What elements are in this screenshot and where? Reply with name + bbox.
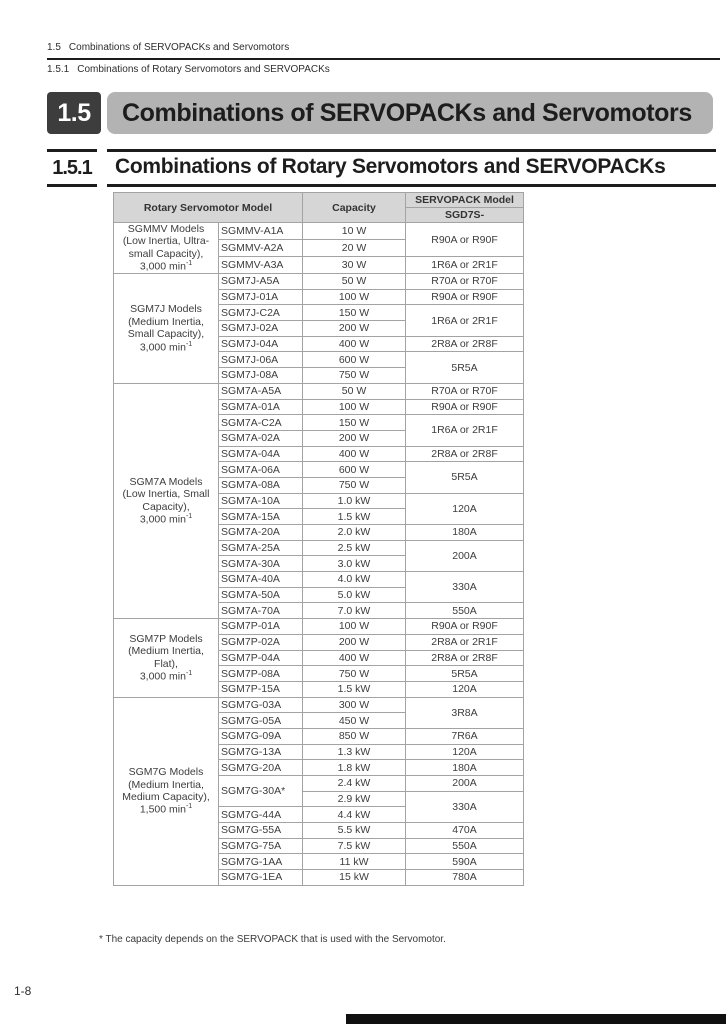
capacity-cell: 1.5 kW <box>303 681 406 697</box>
servopack-cell: 330A <box>406 791 524 822</box>
capacity-cell: 50 W <box>303 383 406 399</box>
model-cell: SGM7A-25A <box>219 540 303 556</box>
servopack-cell: 200A <box>406 776 524 792</box>
capacity-cell: 50 W <box>303 274 406 290</box>
capacity-cell: 4.0 kW <box>303 572 406 588</box>
capacity-cell: 3.0 kW <box>303 556 406 572</box>
servopack-cell: 3R8A <box>406 697 524 728</box>
header-cell-servopack-sub: SGD7S- <box>406 208 524 223</box>
capacity-cell: 1.5 kW <box>303 509 406 525</box>
capacity-cell: 150 W <box>303 305 406 321</box>
table-row <box>114 383 524 399</box>
model-cell: SGM7J-C2A <box>219 305 303 321</box>
servopack-cell: R90A or R90F <box>406 399 524 415</box>
model-cell: SGM7A-40A <box>219 572 303 588</box>
table-row <box>114 619 524 635</box>
servopack-cell: 1R6A or 2R1F <box>406 305 524 336</box>
servopack-cell: 780A <box>406 870 524 886</box>
capacity-cell: 600 W <box>303 462 406 478</box>
table-row <box>114 274 524 290</box>
model-cell: SGM7G-30A* <box>219 776 303 807</box>
section-title-banner: Combinations of SERVOPACKs and Servomotors <box>107 92 713 134</box>
header-cell-capacity: Capacity <box>303 193 406 223</box>
model-cell: SGM7G-1EA <box>219 870 303 886</box>
model-cell: SGM7A-10A <box>219 493 303 509</box>
model-cell: SGM7G-13A <box>219 744 303 760</box>
servopack-cell: 470A <box>406 823 524 839</box>
running-header-line1-title: Combinations of SERVOPACKs and Servomotors <box>68 42 290 53</box>
servomotor-group-cell: SGM7J Models (Medium Inertia, Small Capacity), 3,000 $\min^{-1}$ <box>114 274 219 384</box>
capacity-cell: 20 W <box>303 240 406 257</box>
running-header-line2-number: 1.5.1 <box>47 64 70 75</box>
running-header-line2-title: Combinations of Rotary Servomotors and SERVOPACKs <box>77 64 330 75</box>
footnote: * The capacity depends on the SERVOPACK that is used with the Servomotor. <box>99 934 446 945</box>
model-cell: SGM7A-01A <box>219 399 303 415</box>
model-cell: SGM7G-1AA <box>219 854 303 870</box>
servopack-cell: 120A <box>406 493 524 524</box>
servopack-cell: R90A or R90F <box>406 619 524 635</box>
model-cell: SGM7G-55A <box>219 823 303 839</box>
table-header <box>114 193 524 223</box>
servopack-cell: 180A <box>406 525 524 541</box>
subsection-number-rule-bottom <box>47 184 97 187</box>
superscript: -1 <box>185 513 193 521</box>
model-cell: SGM7A-50A <box>219 587 303 603</box>
servopack-cell: 2R8A or 2R8F <box>406 650 524 666</box>
capacity-cell: 200 W <box>303 430 406 446</box>
capacity-cell: 2.9 kW <box>303 791 406 807</box>
servopack-cell: 2R8A or 2R8F <box>406 336 524 352</box>
capacity-cell: 100 W <box>303 619 406 635</box>
capacity-cell: 15 kW <box>303 870 406 886</box>
model-cell: SGM7A-70A <box>219 603 303 619</box>
servopack-cell: 590A <box>406 854 524 870</box>
servopack-cell: R70A or R70F <box>406 274 524 290</box>
capacity-cell: 450 W <box>303 713 406 729</box>
combinations-table <box>113 192 524 886</box>
servopack-cell: R90A or R90F <box>406 223 524 257</box>
capacity-cell: 30 W <box>303 257 406 274</box>
model-cell: SGM7A-30A <box>219 556 303 572</box>
servopack-cell: R90A or R90F <box>406 289 524 305</box>
model-cell: SGM7P-01A <box>219 619 303 635</box>
model-cell: SGM7A-15A <box>219 509 303 525</box>
header-cell-motor-model: Rotary Servomotor Model <box>114 193 303 223</box>
superscript: -1 <box>185 260 193 268</box>
model-cell: SGM7J-06A <box>219 352 303 368</box>
capacity-cell: 1.3 kW <box>303 744 406 760</box>
capacity-cell: 4.4 kW <box>303 807 406 823</box>
capacity-cell: 300 W <box>303 697 406 713</box>
model-cell: SGM7G-20A <box>219 760 303 776</box>
capacity-cell: 150 W <box>303 415 406 431</box>
model-cell: SGM7A-06A <box>219 462 303 478</box>
model-cell: SGM7A-02A <box>219 430 303 446</box>
model-cell: SGM7G-09A <box>219 728 303 744</box>
servopack-cell: R70A or R70F <box>406 383 524 399</box>
model-cell: SGM7A-C2A <box>219 415 303 431</box>
capacity-cell: 7.0 kW <box>303 603 406 619</box>
section-number-badge: 1.5 <box>47 92 101 134</box>
servopack-cell: 5R5A <box>406 462 524 493</box>
subsection-title: Combinations of Rotary Servomotors and SERVOPACKs <box>115 155 666 178</box>
capacity-cell: 1.8 kW <box>303 760 406 776</box>
servopack-cell: 550A <box>406 838 524 854</box>
capacity-cell: 200 W <box>303 321 406 337</box>
table-row <box>114 697 524 713</box>
servopack-cell: 1R6A or 2R1F <box>406 257 524 274</box>
superscript: -1 <box>185 669 193 677</box>
model-cell: SGM7A-08A <box>219 477 303 493</box>
capacity-cell: 5.0 kW <box>303 587 406 603</box>
model-cell: SGM7J-02A <box>219 321 303 337</box>
capacity-cell: 400 W <box>303 336 406 352</box>
subsection-title-rule-top <box>107 149 716 152</box>
capacity-cell: 7.5 kW <box>303 838 406 854</box>
capacity-cell: 600 W <box>303 352 406 368</box>
capacity-cell: 100 W <box>303 289 406 305</box>
running-header-rule <box>47 58 720 60</box>
model-cell: SGMMV-A3A <box>219 257 303 274</box>
model-cell: SGM7P-04A <box>219 650 303 666</box>
subsection-number: 1.5.1 <box>52 156 92 179</box>
header-cell-servopack: SERVOPACK Model <box>406 193 524 208</box>
capacity-cell: 100 W <box>303 399 406 415</box>
capacity-cell: 5.5 kW <box>303 823 406 839</box>
capacity-cell: 2.4 kW <box>303 776 406 792</box>
servopack-cell: 120A <box>406 681 524 697</box>
servopack-cell: 120A <box>406 744 524 760</box>
model-cell: SGM7A-A5A <box>219 383 303 399</box>
capacity-cell: 400 W <box>303 446 406 462</box>
servopack-cell: 5R5A <box>406 352 524 383</box>
model-cell: SGM7G-05A <box>219 713 303 729</box>
servopack-cell: 180A <box>406 760 524 776</box>
capacity-cell: 1.0 kW <box>303 493 406 509</box>
servomotor-group-cell: SGM7A Models (Low Inertia, Small Capacity), 3,000 $\min^{-1}$ <box>114 383 219 618</box>
model-cell: SGMMV-A2A <box>219 240 303 257</box>
model-cell: SGM7P-15A <box>219 681 303 697</box>
servopack-cell: 7R6A <box>406 728 524 744</box>
superscript: -1 <box>185 803 193 811</box>
capacity-cell: 750 W <box>303 477 406 493</box>
model-cell: SGM7P-08A <box>219 666 303 682</box>
servomotor-group-cell: SGM7G Models (Medium Inertia, Medium Capacity), 1,500 $\min^{-1}$ <box>114 697 219 885</box>
capacity-cell: 2.5 kW <box>303 540 406 556</box>
model-cell: SGM7J-08A <box>219 368 303 384</box>
servopack-cell: 2R8A or 2R1F <box>406 634 524 650</box>
servopack-cell: 5R5A <box>406 666 524 682</box>
servomotor-group-cell: SGMMV Models (Low Inertia, Ultra- small Capacity), 3,000 $\min^{-1}$ <box>114 223 219 274</box>
model-cell: SGM7J-A5A <box>219 274 303 290</box>
model-cell: SGM7G-44A <box>219 807 303 823</box>
running-header-line1 <box>47 42 289 53</box>
superscript: -1 <box>185 340 193 348</box>
table-row <box>114 223 524 240</box>
capacity-cell: 200 W <box>303 634 406 650</box>
servopack-cell: 1R6A or 2R1F <box>406 415 524 446</box>
model-cell: SGM7A-20A <box>219 525 303 541</box>
servopack-cell: 2R8A or 2R8F <box>406 446 524 462</box>
running-header-line1-number: 1.5 <box>47 42 61 53</box>
page-number: 1-8 <box>14 984 32 998</box>
capacity-cell: 2.0 kW <box>303 525 406 541</box>
capacity-cell: 10 W <box>303 223 406 240</box>
capacity-cell: 11 kW <box>303 854 406 870</box>
servopack-cell: 550A <box>406 603 524 619</box>
model-cell: SGM7J-04A <box>219 336 303 352</box>
servopack-cell: 330A <box>406 572 524 603</box>
model-cell: SGM7G-75A <box>219 838 303 854</box>
servomotor-group-cell: SGM7P Models (Medium Inertia, Flat), 3,000 $\min^{-1}$ <box>114 619 219 697</box>
subsection-title-rule-bottom <box>107 184 716 187</box>
model-cell: SGM7G-03A <box>219 697 303 713</box>
model-cell: SGMMV-A1A <box>219 223 303 240</box>
capacity-cell: 750 W <box>303 368 406 384</box>
capacity-cell: 850 W <box>303 728 406 744</box>
servopack-cell: 200A <box>406 540 524 571</box>
footer-tab-bar <box>346 1014 726 1024</box>
model-cell: SGM7P-02A <box>219 634 303 650</box>
capacity-cell: 400 W <box>303 650 406 666</box>
capacity-cell: 750 W <box>303 666 406 682</box>
model-cell: SGM7J-01A <box>219 289 303 305</box>
subsection-number-rule-top <box>47 149 97 152</box>
model-cell: SGM7A-04A <box>219 446 303 462</box>
running-header-line2 <box>47 64 330 75</box>
